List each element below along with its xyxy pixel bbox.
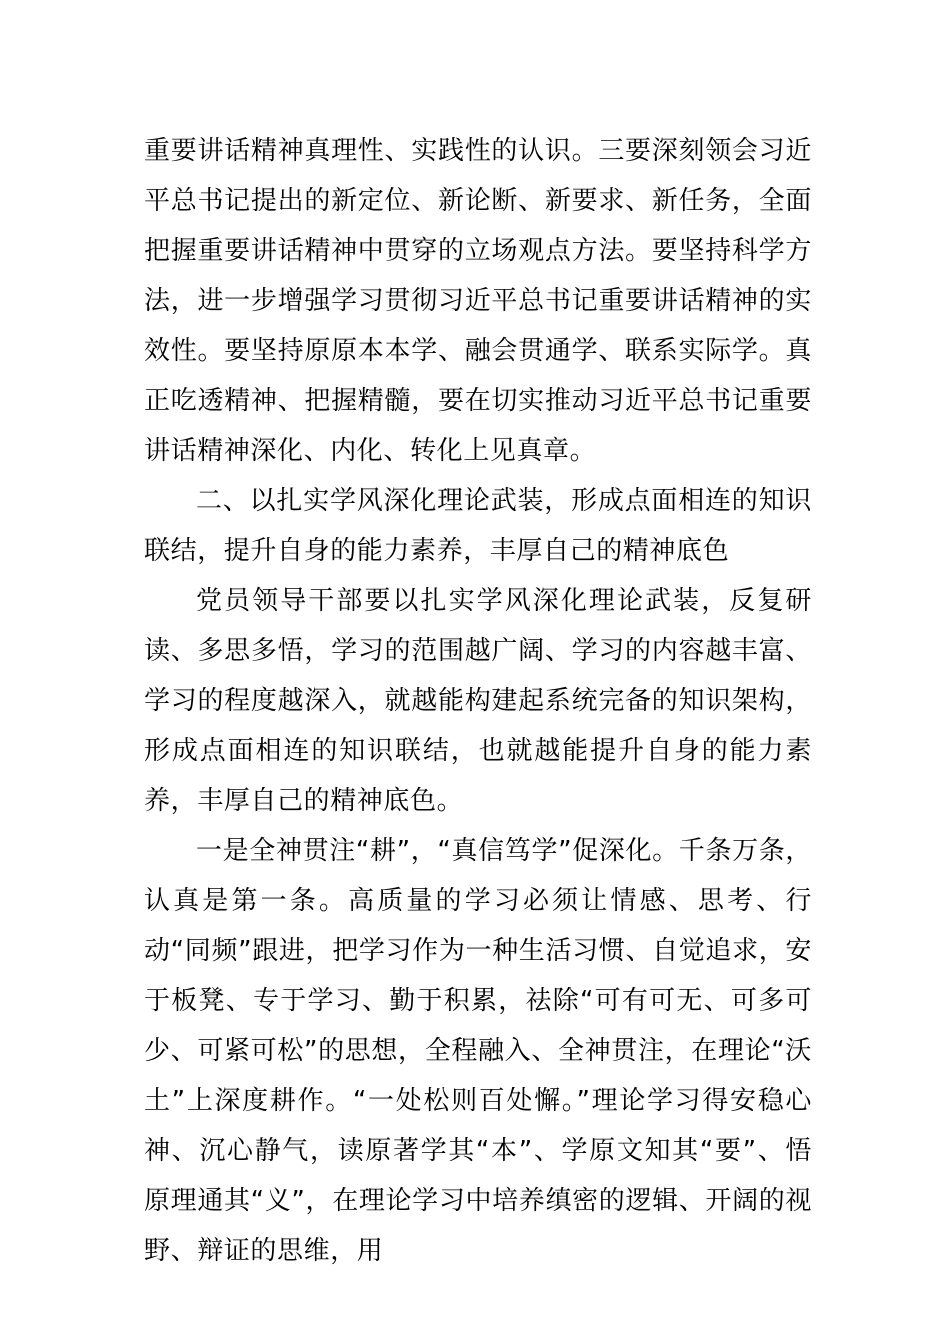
document-body <box>144 126 812 1276</box>
paragraph: 党员领导干部要以扎实学风深化理论武装，反复研读、多思多悟，学习的范围越广阔、学习的内容越丰富、学习的程度越深入，就越能构建起系统完备的知识架构，形成点面相连的知识联结，也就越能提升自身的能力素养，丰厚自己的精神底色。 <box>144 586 812 816</box>
paragraph-continuation: 重要讲话精神真理性、实践性的认识。三要深刻领会习近平总书记提出的新定位、新论断、新要求、新任务，全面把握重要讲话精神中贯穿的立场观点方法。要坚持科学方法，进一步增强学习贯彻习近平总书记重要讲话精神的实效性。要坚持原原本本学、融会贯通学、联系实际学。真正吃透精神、把握精髓，要在切实推动习近平总书记重要讲话精神深化、内化、转化上见真章。 <box>144 136 812 466</box>
paragraph: 一是全神贯注“耕”，“真信笃学”促深化。千条万条，认真是第一条。高质量的学习必须让情感、思考、行动“同频”跟进，把学习作为一种生活习惯、自觉追求，安于板凳、专于学习、勤于积累，祛除“可有可无、可多可少、可紧可松”的思想，全程融入、全神贯注，在理论“沃土”上深度耕作。“一处松则百处懈。”理论学习得安稳心神、沉心静气，读原著学其“本”、学原文知其“要”、悟原理通其“义”，在理论学习中培养缜密的逻辑、开阔的视野、辩证的思维，用 <box>144 836 812 1266</box>
section-heading: 二、以扎实学风深化理论武装，形成点面相连的知识联结，提升自身的能力素养，丰厚自己的精神底色 <box>144 486 812 566</box>
